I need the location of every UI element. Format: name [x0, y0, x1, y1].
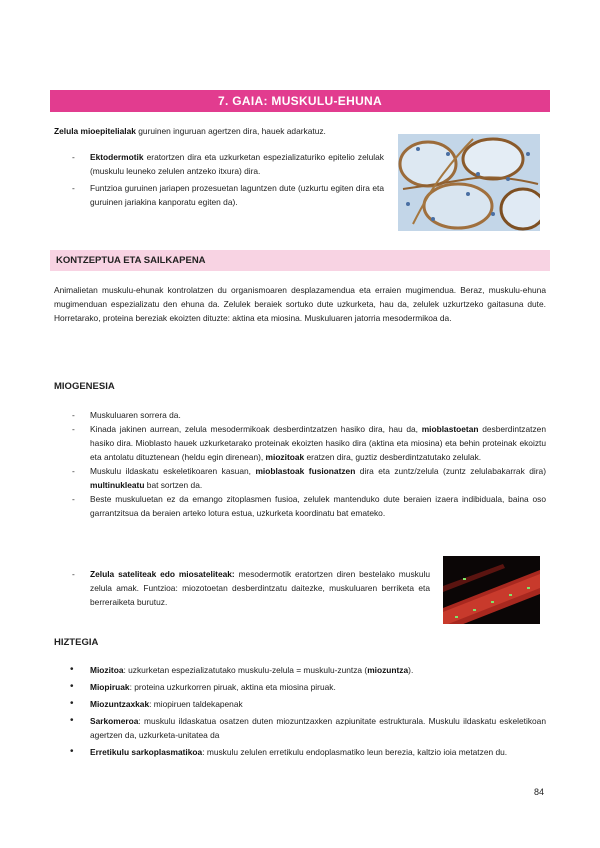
intro-sentence: [54, 124, 326, 138]
intro-text: guruinen inguruan agertzen dira, hauek adarkatuz.: [135, 126, 326, 136]
page-number: 84: [533, 787, 544, 797]
satellite-list: [54, 567, 430, 609]
list-item: - Muskuluaren sorrera da.: [72, 410, 181, 420]
chapter-title: 7. GAIA: MUSKULU-EHUNA: [50, 90, 550, 112]
myoepithelial-micrograph: [398, 134, 540, 231]
muscle-fiber-image: [443, 556, 540, 624]
list-item: - Muskulu ildaskatu eskeletikoaren kasuan, mioblastoak fusionatzen dira eta zuntz/zelula (zuntz zelulabakarrak dira) multinukleatu bat sortzen da.: [72, 466, 546, 490]
hiztegia-list: [54, 663, 546, 759]
glossary-item: • Miozitoa: uzkurketan espezializatutako muskulu-zelula = muskulu-zuntza (miozuntza).: [70, 664, 414, 675]
glossary-item: • Miopiruak: proteina uzkurkorren piruak, aktina eta miosina piruak.: [70, 681, 336, 692]
intro-term: Zelula mioepitelialak: [54, 126, 136, 136]
list-item: - Ektodermotik eratortzen dira eta uzkurketan espezializaturiko epitelio zelulak (muskulu leuneko zelulen antzeko itxura) dira.: [72, 152, 384, 176]
glossary-item: • Sarkomeroa: muskulu ildaskatua osatzen duten miozuntzaxken azpiunitate estrukturala. Muskulu ildaskatu eskeletikoan agertzen da, uzkurketa-unitatea da: [70, 715, 546, 740]
list-item: - Funtzioa guruinen jariapen prozesuetan laguntzen dute (uzkurtu egiten dira eta guruinen jariakina kanporatu egiten da).: [72, 183, 384, 207]
list-item: - Beste muskuluetan ez da emango zitoplasmen fusioa, zelulek mantenduko dute beraien izaera indibiduala, baina oso garrantzitsua da beraien arteko lotura estua, uzkurketa koordinatu bat emateko.: [72, 494, 546, 518]
miogenesia-heading: MIOGENESIA: [54, 381, 115, 392]
miogenesia-list: [54, 408, 546, 520]
glossary-item: • Erretikulu sarkoplasmatikoa: muskulu zelulen erretikulu endoplasmatiko leun berezia, kaltzio ioia metatzen du.: [70, 746, 508, 757]
list-item: - Kinada jakinen aurrean, zelula mesodermikoak desberdintzatzen hasiko dira, hau da, mioblastoetan desberdintzatzen hasiko dira. Mioblasto hauek uzkurketarako proteinak ekoizten hasiko dira (aktina eta miosina) eta behin proteinak ekoiztu eta antolatu dituztenean (heldu egin direnean), miozitoak eratzen dira, guztiz desberdintzatutako zelulak.: [72, 424, 546, 462]
glossary-item: • Miozuntzaxkak: miopiruen taldekapenak: [70, 698, 243, 709]
section-heading-concept: KONTZEPTUA ETA SAILKAPENA: [50, 250, 550, 271]
concept-paragraph: Animalietan muskulu-ehunak kontrolatzen du organismoaren desplazamendua eta erraien mugimendua. Beraz, muskulu-ehuna mugimenduan espezializatu den ehuna da. Zelulek beraiek sortuko dute uzkurketa, hau da, zelulek uzkurtzeko gaitasuna dute. Horretarako, proteina bereziak ekoizten dituzte: aktina eta miosina. Muskuluaren jatorria mesodermikoa da.: [54, 285, 546, 323]
list-item: - Zelula sateliteak edo miosateliteak: mesodermotik eratortzen diren bestelako muskulu zelula amak. Funtzioa: miozotoetan desberdintzatu daitezke, muskuluaren berriketa eta berreraiketa burutuz.: [72, 569, 430, 607]
intro-list: [54, 150, 384, 209]
hiztegia-heading: HIZTEGIA: [54, 637, 99, 648]
